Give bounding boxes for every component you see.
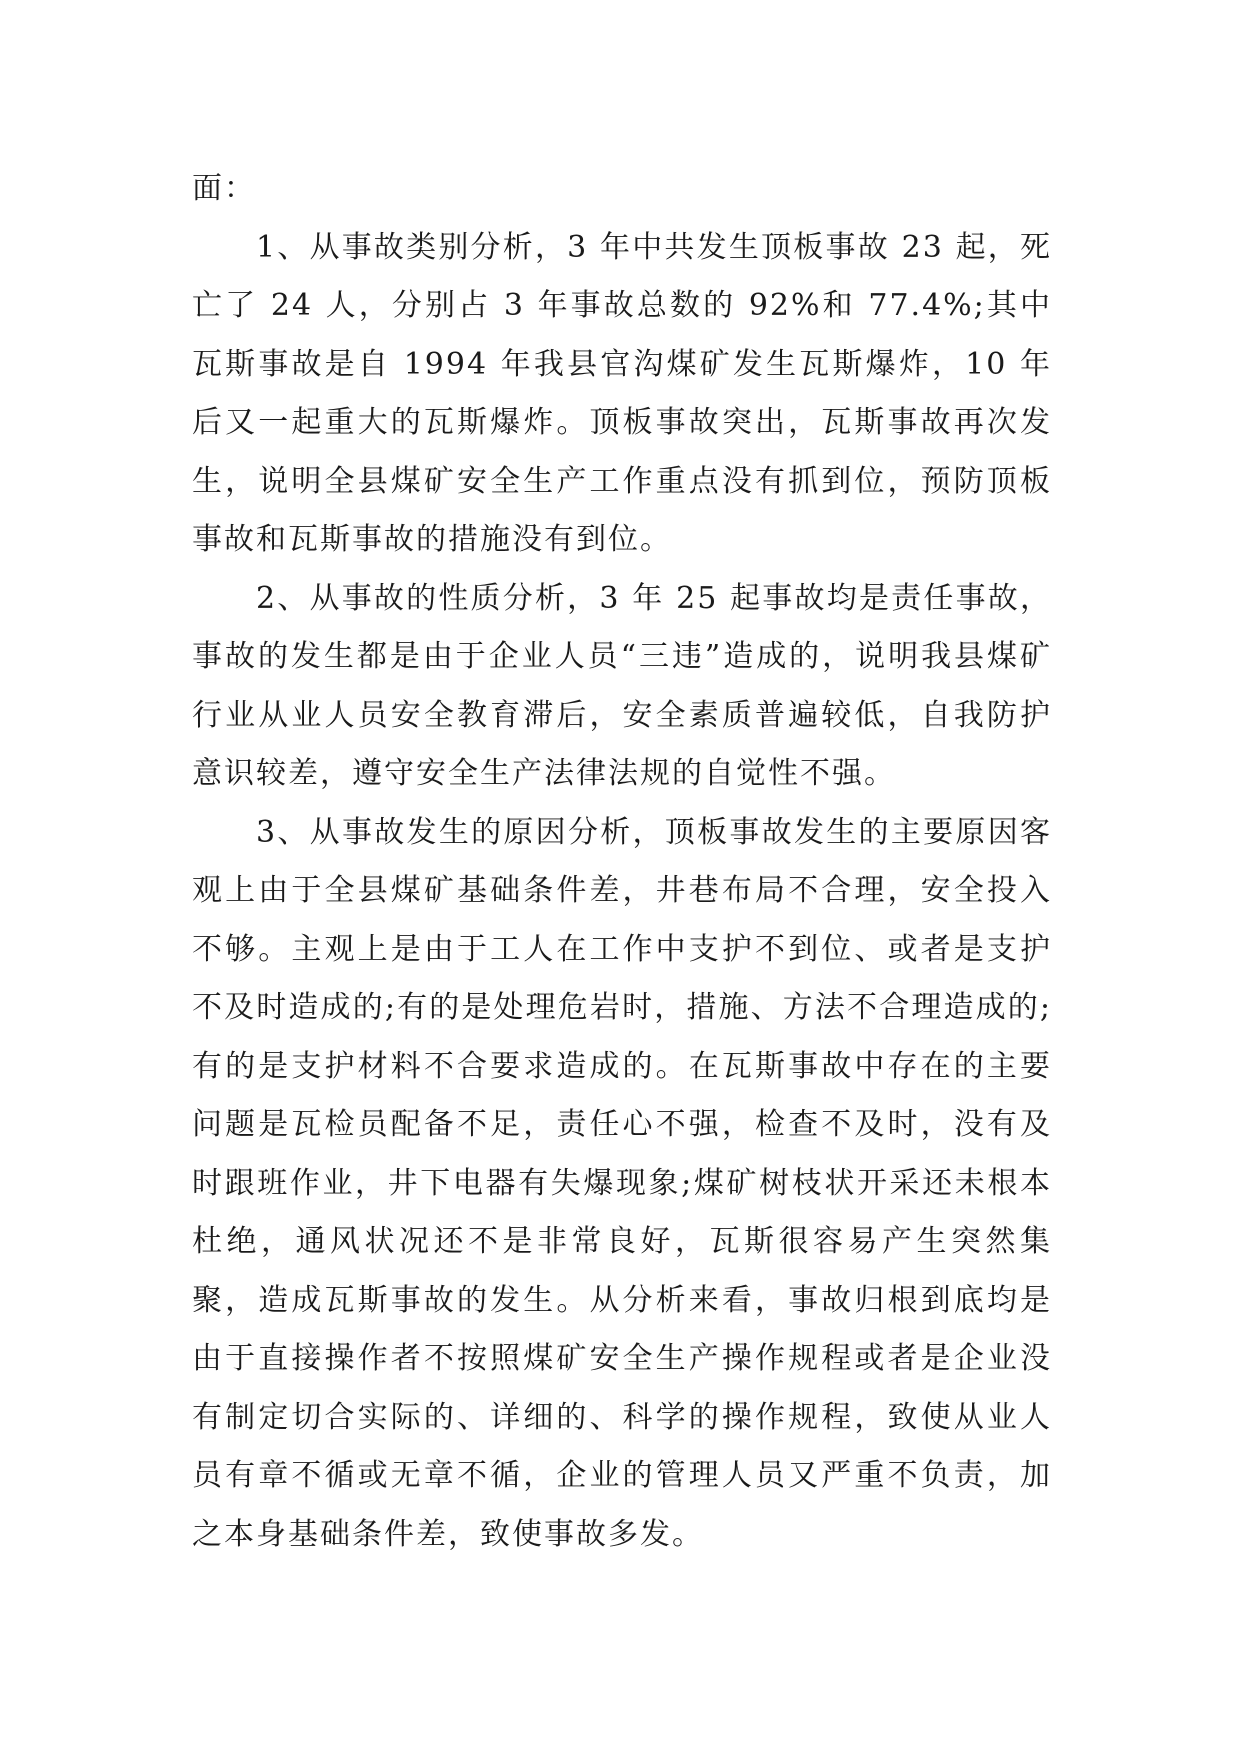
paragraph-accident-causes: 3、从事故发生的原因分析，顶板事故发生的主要原因客观上由于全县煤矿基础条件差，井巷布局不合理，安全投入不够。主观上是由于工人在工作中支护不到位、或者是支护不及时造成的;有的是处理危岩时，措施、方法不合理造成的;有的是支护材料不合要求造成的。在瓦斯事故中存在的主要问题是瓦检员配备不足，责任心不强，检查不及时，没有及时跟班作业，井下电器有失爆现象;煤矿树枝状开采还未根本杜绝，通风状况还不是非常良好，瓦斯很容易产生突然集聚，造成瓦斯事故的发生。从分析来看，事故归根到底均是由于直接操作者不按照煤矿安全生产操作规程或者是企业没有制定切合实际的、详细的、科学的操作规程，致使从业人员有章不循或无章不循，企业的管理人员又严重不负责，加之本身基础条件差，致使事故多发。 [192, 814, 1052, 1552]
document-page [192, 160, 1052, 1564]
paragraph-continuation: 面： [192, 171, 256, 206]
paragraph-accident-nature: 2、从事故的性质分析，3 年 25 起事故均是责任事故，事故的发生都是由于企业人员“三违”造成的，说明我县煤矿行业从业人员安全教育滞后，安全素质普遍较低，自我防护意识较差，遵守安全生产法律法规的自觉性不强。 [192, 580, 1052, 791]
paragraph-accident-category: 1、从事故类别分析，3 年中共发生顶板事故 23 起，死亡了 24 人，分别占 3 年事故总数的 92%和 77.4%;其中瓦斯事故是自 1994 年我县官沟煤矿发生瓦斯爆炸，10 年后又一起重大的瓦斯爆炸。顶板事故突出，瓦斯事故再次发生，说明全县煤矿安全生产工作重点没有抓到位，预防顶板事故和瓦斯事故的措施没有到位。 [192, 229, 1052, 557]
